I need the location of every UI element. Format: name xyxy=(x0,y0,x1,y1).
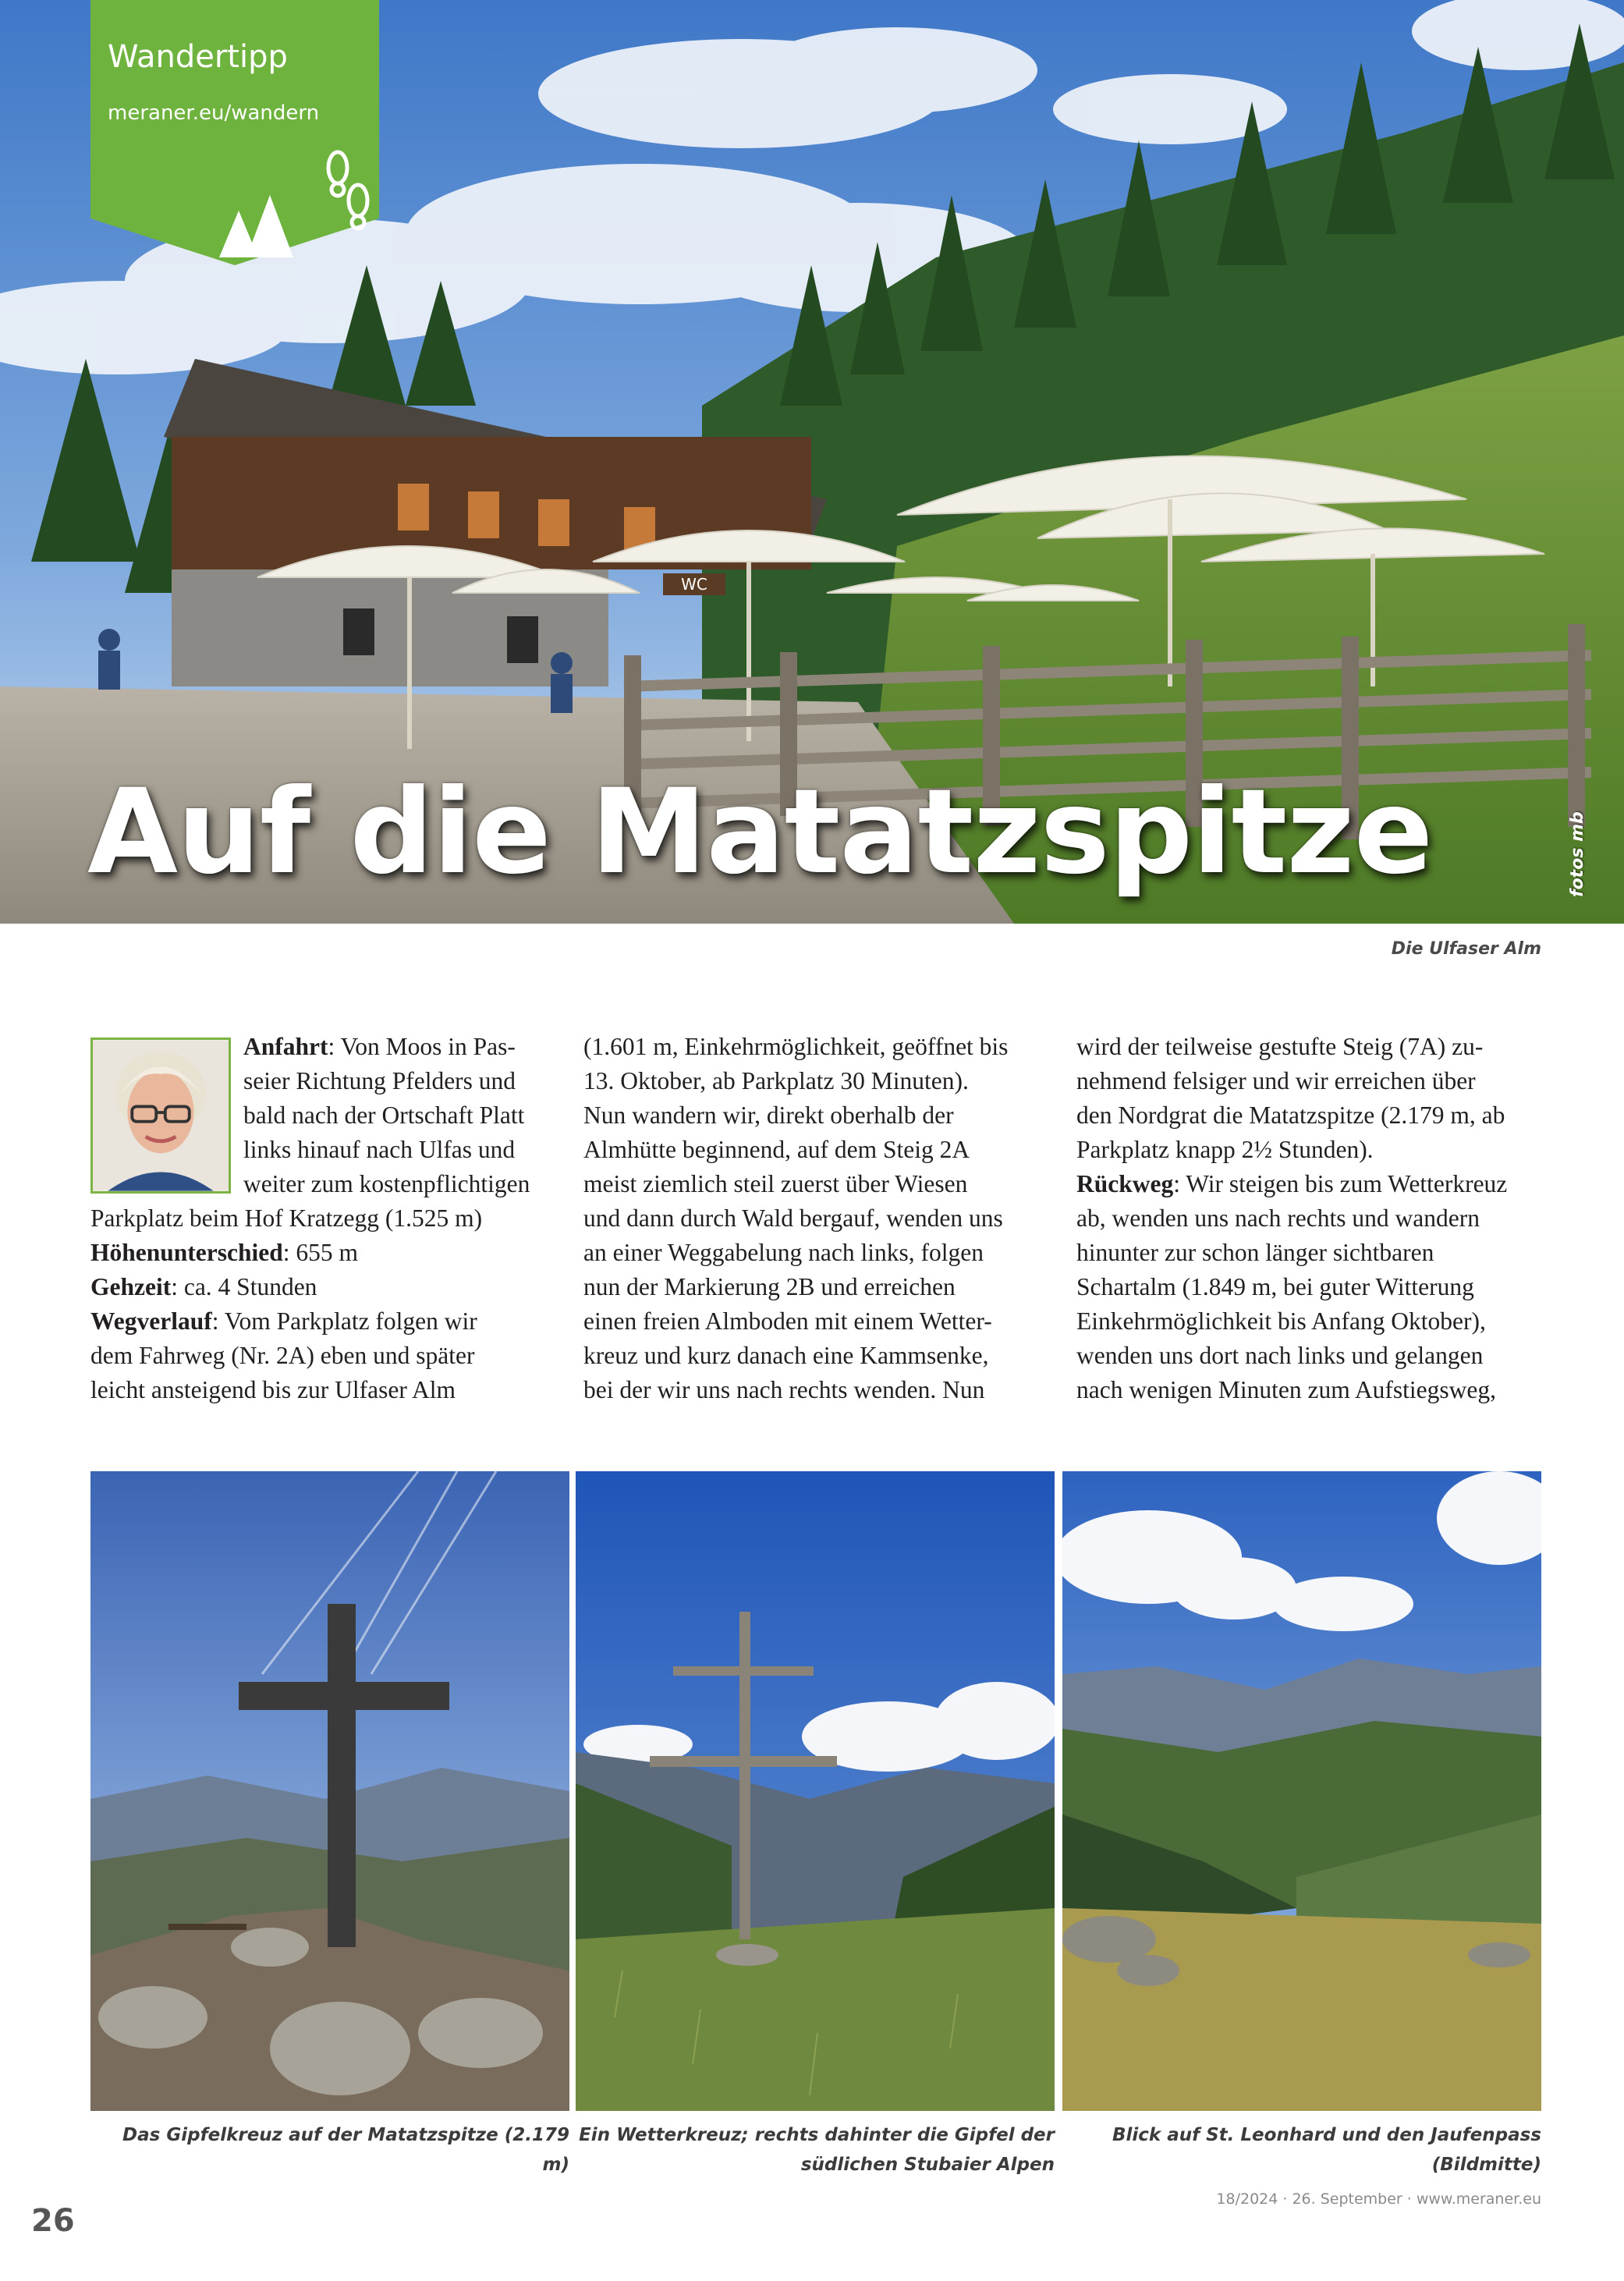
caption-line: Blick auf St. Leonhard und den Jaufenpass xyxy=(1112,2125,1541,2145)
photo-weather-cross xyxy=(576,1471,1055,2111)
text-line: kreuz und kurz danach eine Kammsenke, xyxy=(583,1342,989,1369)
text-line: einen freien Almboden mit einem Wetter- xyxy=(583,1307,992,1335)
caption-line: Das Gipfelkreuz auf der Matatzspitze (2.179 m) xyxy=(122,2125,569,2175)
photo-summit-cross xyxy=(90,1471,569,2111)
label-anfahrt: Anfahrt xyxy=(243,1033,328,1060)
article-column-3 xyxy=(1076,1030,1541,1407)
text-line: seier Richtung Pfelders und xyxy=(243,1067,516,1094)
valley-view-illustration xyxy=(1062,1471,1541,2111)
article-column-2 xyxy=(583,1030,1045,1407)
wandertipp-badge xyxy=(90,0,379,265)
text-line xyxy=(1076,1167,1541,1201)
footprints-icon xyxy=(321,144,375,238)
text-line: Einkehrmöglichkeit bis Anfang Oktober), xyxy=(1076,1307,1486,1335)
text-line: Nun wandern wir, direkt oberhalb der xyxy=(583,1101,954,1129)
text-line xyxy=(90,1304,527,1339)
text-line: wenden uns dort nach links und gelangen xyxy=(1076,1342,1484,1369)
text-line: links hinauf nach Ulfas und xyxy=(243,1136,516,1163)
text-line: nach wenigen Minuten zum Aufstiegsweg, xyxy=(1076,1376,1497,1403)
text-segment: : Wir steigen bis zum Wetterkreuz xyxy=(1173,1170,1508,1197)
hero-caption: Die Ulfaser Alm xyxy=(1391,939,1541,959)
weather-cross-illustration xyxy=(576,1471,1055,2111)
badge-title: Wandertipp xyxy=(108,39,288,75)
badge-url[interactable]: meraner.eu/wandern xyxy=(108,101,320,125)
text-line: bald nach der Ortschaft Platt xyxy=(243,1101,525,1129)
caption-weather-cross xyxy=(576,2120,1055,2180)
issue-footer: 18/2024 · 26. September · www.meraner.eu xyxy=(1216,2191,1541,2208)
page-number: 26 xyxy=(31,2203,75,2239)
text-line: nun der Markierung 2B und erreichen xyxy=(583,1273,956,1300)
text-segment: : Vom Parkplatz folgen wir xyxy=(211,1307,477,1335)
text-segment: : 655 m xyxy=(282,1239,359,1266)
text-line: Schartalm (1.849 m, bei guter Witterung xyxy=(1076,1273,1474,1300)
summit-cross-illustration xyxy=(90,1471,569,2111)
photo-credit: fotos mb xyxy=(1568,811,1587,897)
text-line: wird der teilweise gestufte Steig (7A) zu- xyxy=(1076,1033,1484,1060)
text-line: (1.601 m, Einkehrmöglichkeit, geöffnet bis xyxy=(583,1033,1009,1060)
label-rueckweg: Rückweg xyxy=(1076,1170,1174,1197)
text-line: an einer Weggabelung nach links, folgen xyxy=(583,1239,984,1266)
text-line: und dann durch Wald bergauf, wenden uns xyxy=(583,1204,1003,1232)
label-gehzeit: Gehzeit xyxy=(90,1273,172,1300)
label-wegverlauf: Wegverlauf xyxy=(90,1307,212,1335)
text-segment: : ca. 4 Stunden xyxy=(171,1273,317,1300)
text-line: weiter zum kostenpflichtigen xyxy=(243,1170,530,1197)
text-line: leicht ansteigend bis zur Ulfaser Alm xyxy=(90,1376,456,1403)
text-segment: : Von Moos in Pas- xyxy=(328,1033,516,1060)
text-line xyxy=(90,1030,527,1064)
caption-summit-cross xyxy=(90,2120,569,2180)
trees-icon xyxy=(211,187,297,265)
article-title: Auf die Matatzspitze xyxy=(87,764,1433,900)
text-line: hinunter zur schon länger sichtbaren xyxy=(1076,1239,1434,1266)
text-line: nehmend felsiger und wir erreichen über xyxy=(1076,1067,1476,1094)
text-line: 13. Oktober, ab Parkplatz 30 Minuten). xyxy=(583,1067,969,1094)
text-line: ab, wenden uns nach rechts und wandern xyxy=(1076,1204,1480,1232)
caption-valley-view xyxy=(1062,2120,1541,2180)
text-line: bei der wir uns nach rechts wenden. Nun xyxy=(583,1376,985,1403)
text-line xyxy=(90,1236,527,1270)
text-line: Parkplatz beim Hof Kratzegg (1.525 m) xyxy=(90,1204,483,1232)
caption-line: südlichen Stubaier Alpen xyxy=(800,2155,1055,2175)
text-line: Parkplatz knapp 2½ Stunden). xyxy=(1076,1136,1374,1163)
photo-valley-view xyxy=(1062,1471,1541,2111)
article-column-1 xyxy=(90,1030,530,1407)
label-hoehenunterschied: Höhenunterschied xyxy=(90,1239,283,1266)
wc-sign: WC xyxy=(681,575,707,594)
text-line: Almhütte beginnend, auf dem Steig 2A xyxy=(583,1136,970,1163)
text-line: meist ziemlich steil zuerst über Wiesen xyxy=(583,1170,968,1197)
text-line xyxy=(90,1270,527,1304)
caption-line: Ein Wetterkreuz; rechts dahinter die Gipfel der xyxy=(579,2125,1055,2145)
caption-line: (Bildmitte) xyxy=(1431,2155,1541,2175)
text-line: den Nordgrat die Matatzspitze (2.179 m, ab xyxy=(1076,1101,1505,1129)
text-line: dem Fahrweg (Nr. 2A) eben und später xyxy=(90,1342,475,1369)
